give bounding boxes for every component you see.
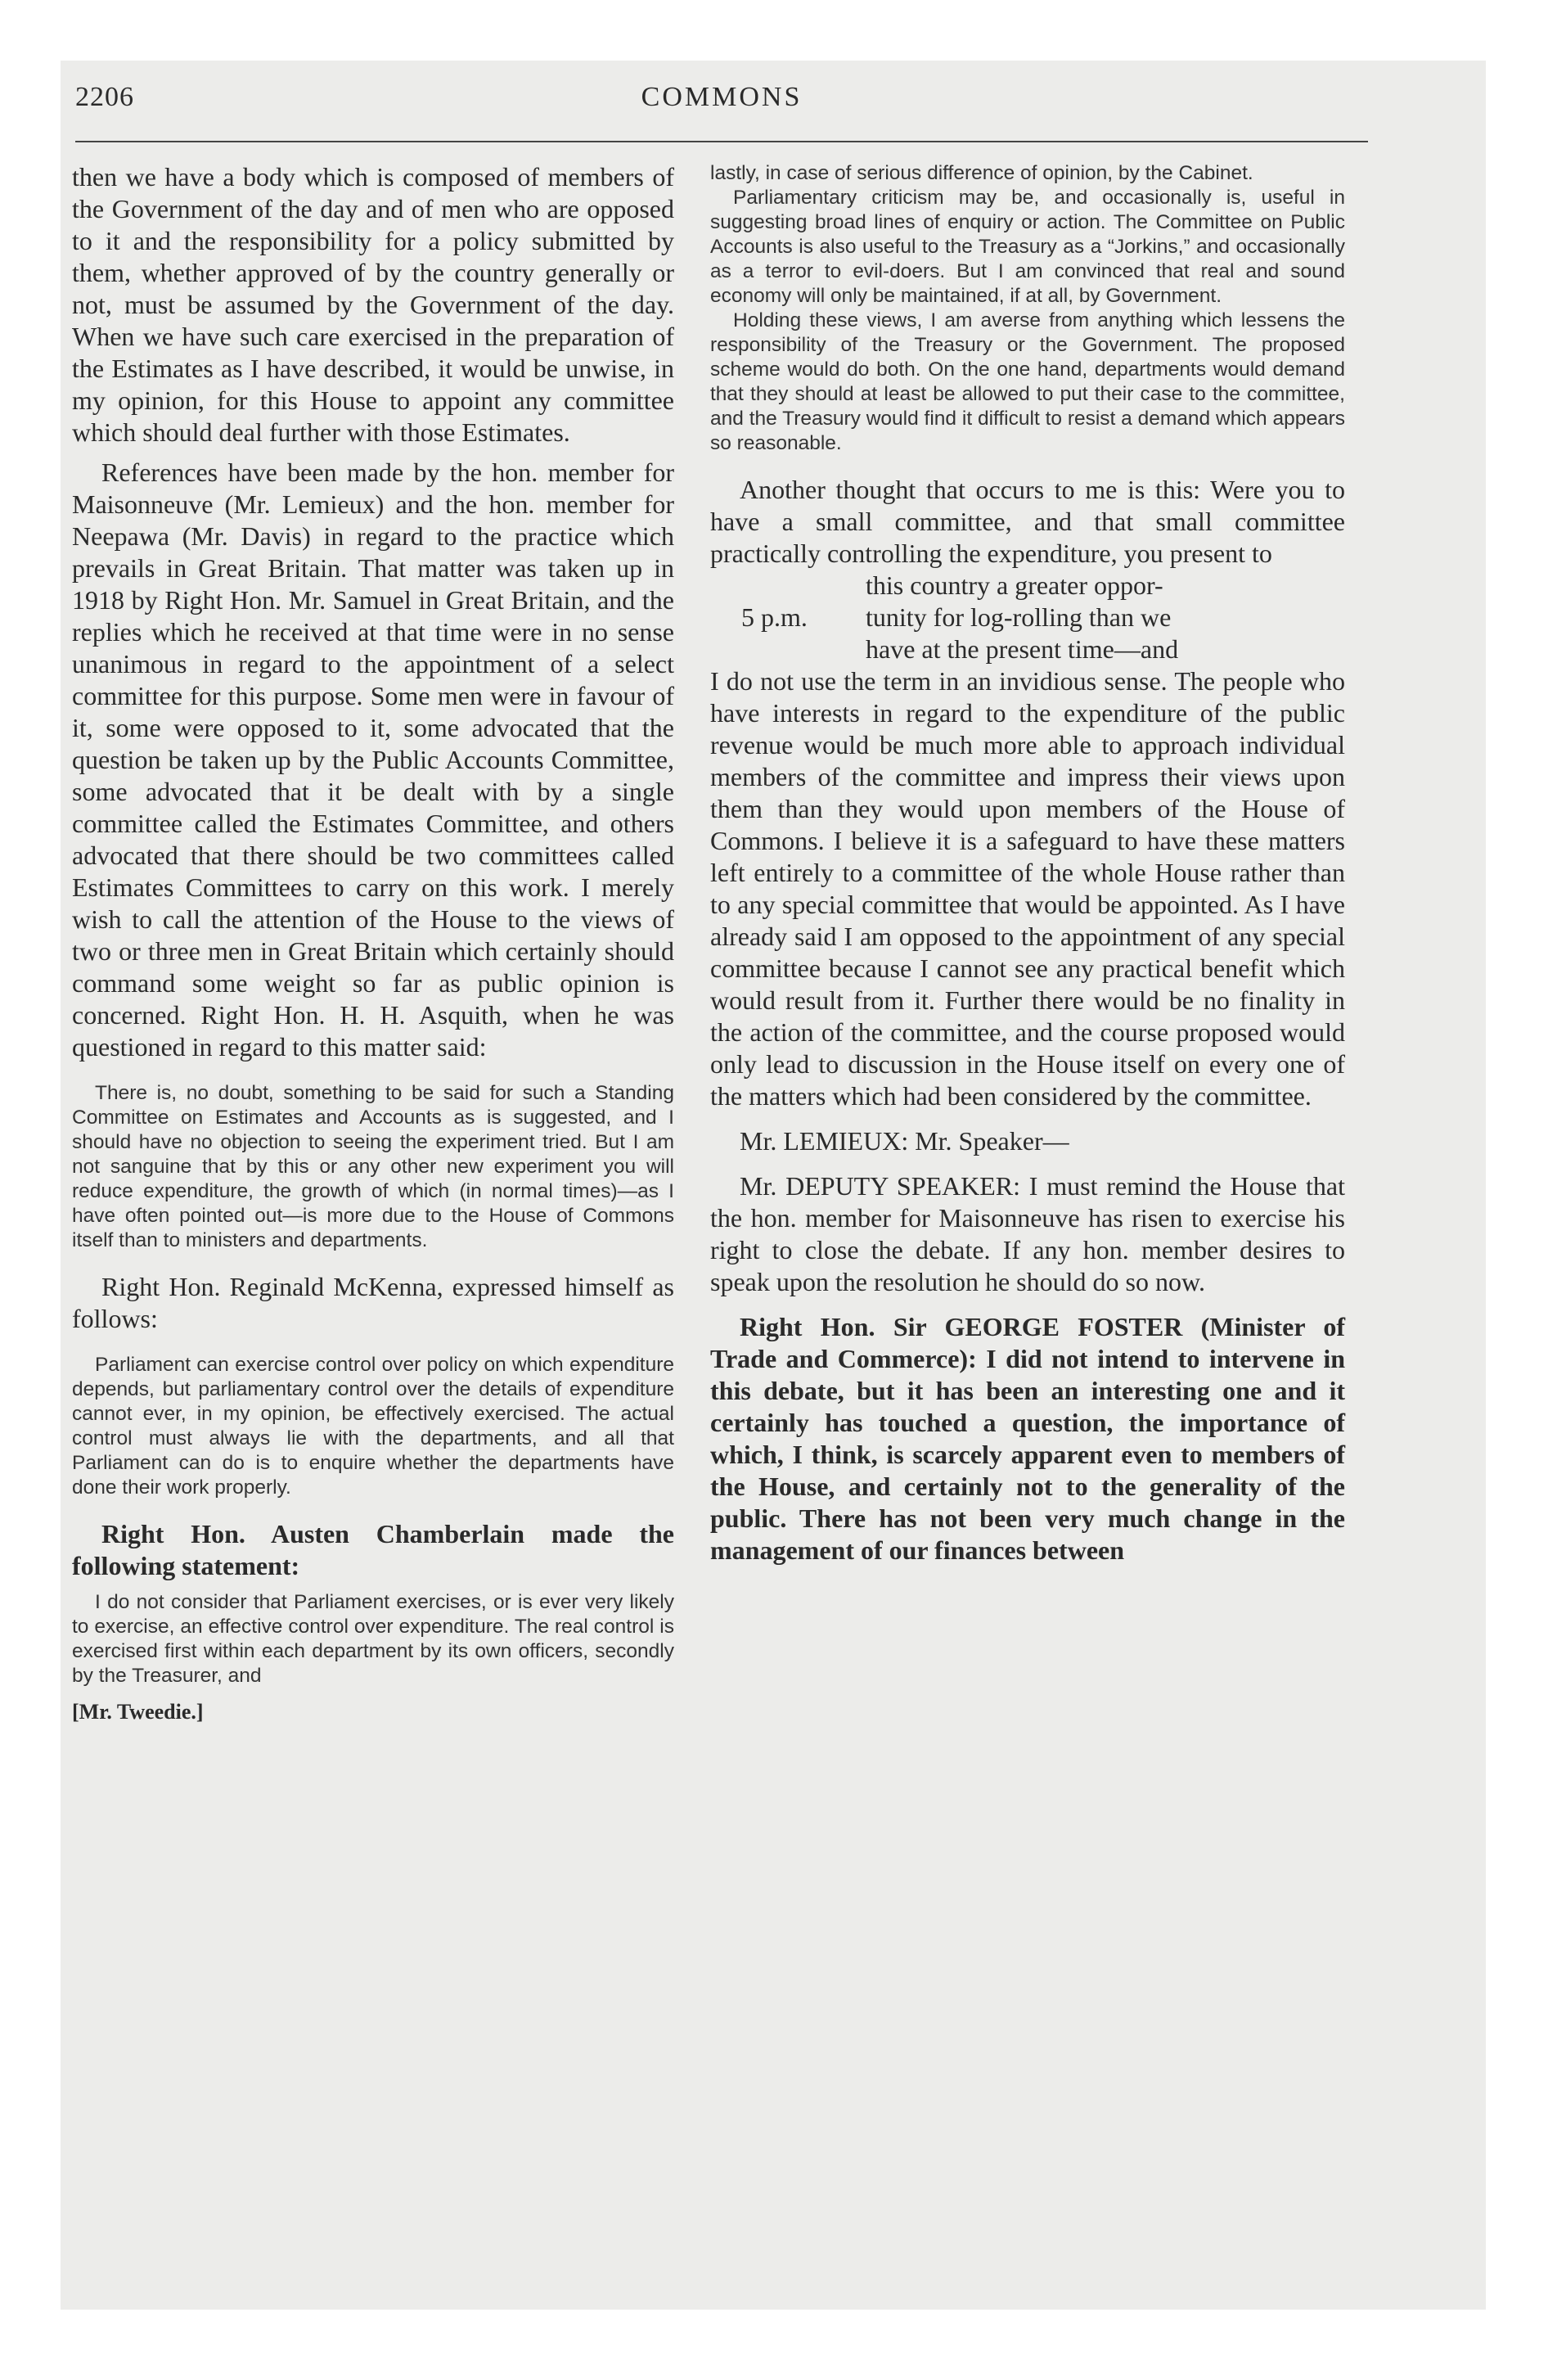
paragraph: Mr. LEMIEUX: Mr. Speaker— — [740, 1126, 1069, 1156]
paragraph: I do not use the term in an invidious sense. The people who have interests in regard to the expenditure of the public revenue would be much more able to approach individual members of the committee and impress their views upon them than they would upon members of the House of Commons. I believe it is a safeguard to have these matters left entirely to a committee of the whole House rather than to any special committee that would be appointed. As I have already said I am opposed to the appointment of any special committee because I cannot see any practical benefit which would result from it. Further there would be no finality in the action of the committee, and the course proposed would only lead to discussion in the House itself on every one of the matters which had been considered by the committee. — [710, 666, 1345, 1111]
page-title: COMMONS — [641, 82, 803, 112]
paragraph: Mr. DEPUTY SPEAKER: I must remind the House that the hon. member for Maisonneuve has risen to exercise his right to close the debate. If any hon. member desires to speak upon the resolution he should do so now. — [710, 1171, 1345, 1296]
quotation: I do not consider that Parliament exercises, or is ever very likely to exercise, an effective control over expenditure. The real control is exercised first within each department by its own officers, secondly by the Treasurer, and — [72, 1591, 674, 1687]
paragraph: then we have a body which is composed of members of the Government of the day and of men who are opposed to it and the responsibility for a policy submitted by them, whether approved of by the country generally or not, must be assumed by the Government of the day. When we have such care exercised in the preparation of the Estimates as I have described, it would be unwise, in my opinion, for this House to appoint any committee which should deal further with those Estimates. — [72, 162, 674, 447]
header-rule — [75, 141, 1368, 142]
quotation: lastly, in case of serious difference of opinion, by the Cabinet. — [710, 162, 1253, 184]
speaker-signature: [Mr. Tweedie.] — [72, 1700, 204, 1724]
paragraph: Right Hon. Sir GEORGE FOSTER (Minister of Trade and Commerce): I did not intend to intervene in this debate, but it has been an interesting one and it certainly has touched a question, the importance of which, I think, is scarcely apparent even to members of the House, and certainly not to the generality of the public. There has not been very much change in the management of our finances between — [710, 1312, 1345, 1565]
margin-note-block — [710, 570, 1345, 665]
right-column — [710, 161, 1345, 1566]
paragraph: References have been made by the hon. member for Maisonneuve (Mr. Lemieux) and the hon. member for Neepawa (Mr. Davis) in regard to the practice which prevails in Great Britain. That matter was taken up in 1918 by Right Hon. Mr. Samuel in Great Britain, and the replies which he received at that time were in no sense unanimous in regard to the appointment of a select committee for this purpose. Some men were in favour of it, some were opposed to it, some advocated that the question be taken up by the Public Accounts Committee, some advocated that it be dealt with by a single committee called the Estimates Committee, and others advocated that there should be two committees called Estimates Committees to carry on this work. I merely wish to call the attention of the House to the views of two or three men in Great Britain which certainly should command some weight so far as public opinion is concerned. Right Hon. H. H. Asquith, when he was questioned in regard to this matter said: — [72, 458, 674, 1062]
time-marker: 5 p.m. — [741, 602, 808, 632]
left-column — [72, 161, 674, 1724]
paragraph: Another thought that occurs to me is this: Were you to have a small committee, and that small committee practically controlling the expenditure, you present to — [710, 475, 1345, 568]
quotation: There is, no doubt, something to be said for such a Standing Committee on Estimates and Accounts as is suggested, and I should have no objection to seeing the experiment tried. But I am not sanguine that by this or any other new experiment you will reduce expenditure, the growth of which (in normal times)—as I have often pointed out—is more due to the House of Commons itself than to ministers and departments. — [72, 1082, 674, 1251]
quotation: Holding these views, I am averse from anything which lessens the responsibility of the Treasury or the Government. The proposed scheme would do both. On the one hand, departments would demand that they should at least be allowed to put their case to the committee, and the Treasury would find it difficult to resist a demand which appears so reasonable. — [710, 309, 1345, 454]
paragraph: Right Hon. Austen Chamberlain made the following statement: — [72, 1519, 674, 1580]
page-header — [75, 82, 1368, 123]
text-line: have at the present time—and — [866, 634, 1179, 664]
paragraph: Right Hon. Reginald McKenna, expressed himself as follows: — [72, 1272, 674, 1333]
text-line: this country a greater oppor- — [866, 570, 1163, 600]
text-line: tunity for log-rolling than we — [866, 602, 1172, 632]
page-number: 2206 — [75, 82, 134, 112]
quotation: Parliamentary criticism may be, and occasionally is, useful in suggesting broad lines of enquiry or action. The Committee on Public Accounts is also useful to the Treasury as a “Jorkins,” and occasionally as a terror to evil-doers. But I am convinced that real and sound economy will only be maintained, if at all, by Government. — [710, 187, 1345, 307]
quotation: Parliament can exercise control over policy on which expenditure depends, but parliamentary control over the details of expenditure cannot ever, in my opinion, be effectively exercised. The actual control must always lie with the departments, and all that Parliament can do is to enquire whether the departments have done their work properly. — [72, 1354, 674, 1499]
